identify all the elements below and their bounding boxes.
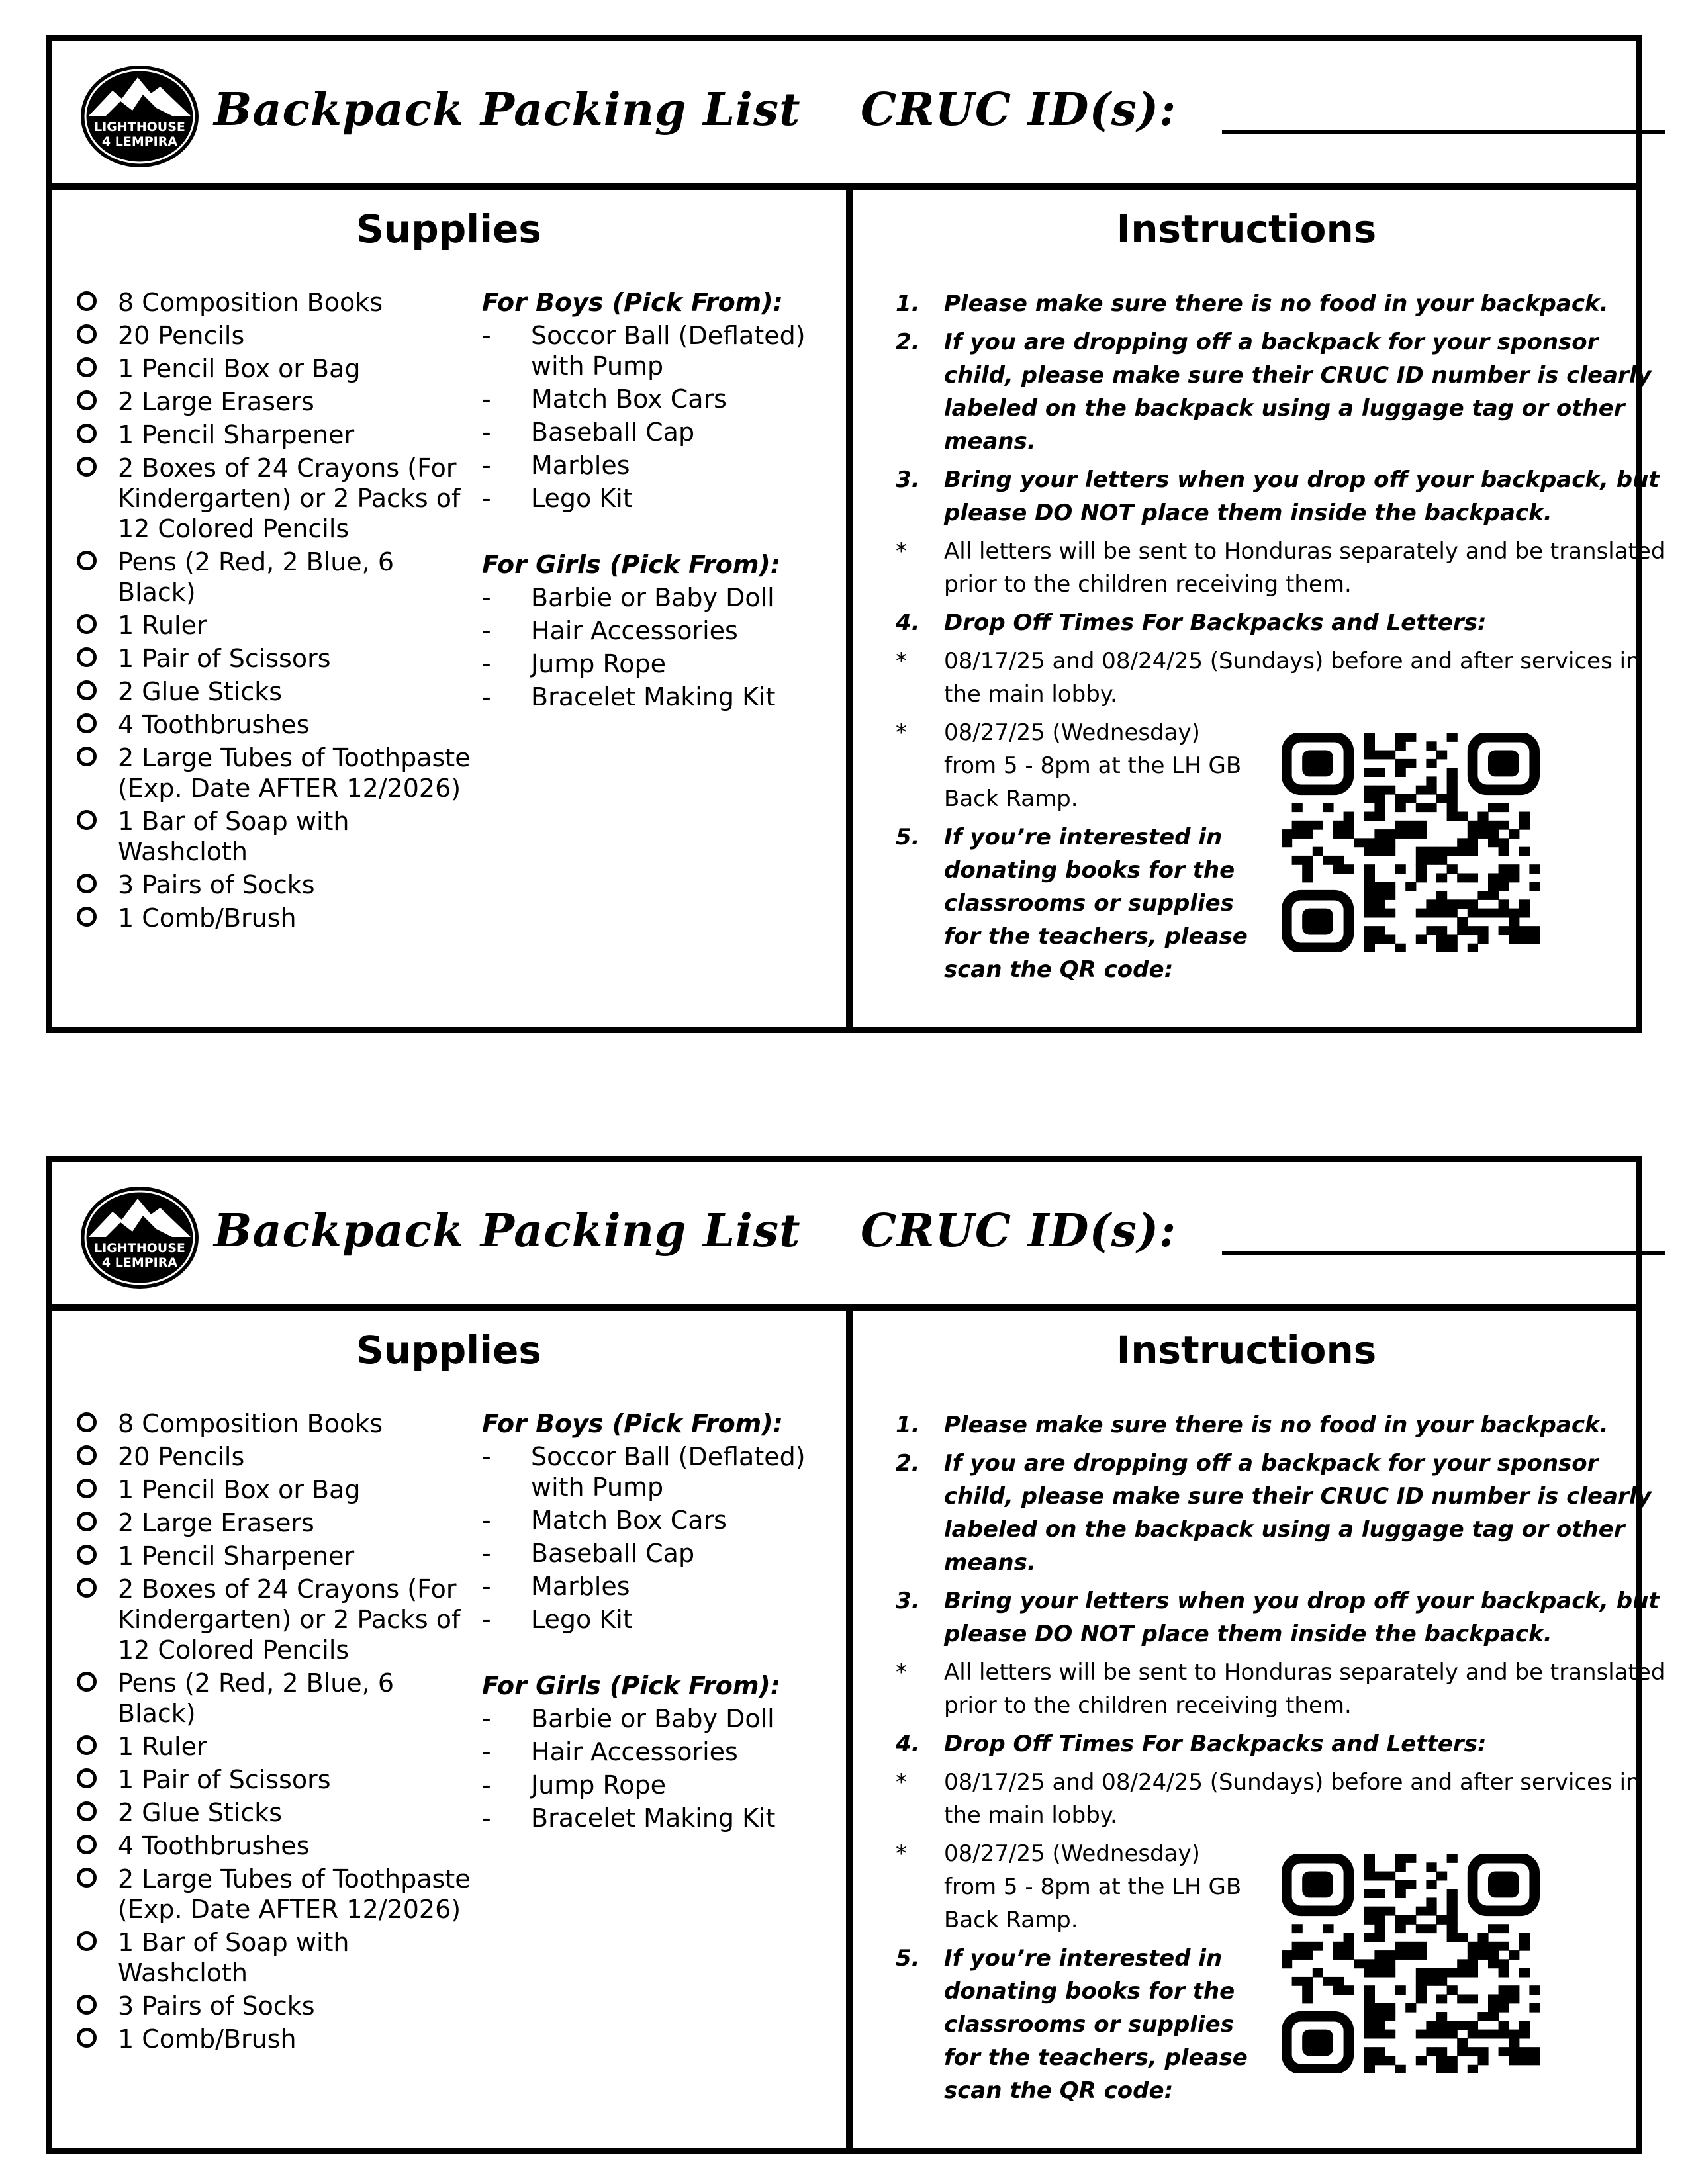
boys-pick-list [482,1408,853,1637]
instruction-3: 3. Bring your letters when you drop off your backpack, but please DO NOT place them inside the backpack. [896,1588,1660,1647]
supply-item[interactable]: 2 Large Tubes of Toothpaste (Exp. Date AFTER 12/2026) [77,743,474,803]
checkbox-circle-icon[interactable] [77,324,97,344]
list-item: - Match Box Cars [482,1506,727,1535]
instruction-1: 1. Please make sure there is no food in your backpack. [896,1412,1609,1438]
boys-heading: For Boys (Pick From): [482,288,783,317]
list-item: - Marbles [482,451,630,480]
instruction-4-sunday: * 08/17/25 and 08/24/25 (Sundays) before and after services in the main lobby. [896,1769,1640,1829]
checkbox-circle-icon[interactable] [77,1672,97,1692]
boys-heading: For Boys (Pick From): [482,1409,783,1438]
instruction-3-note: * All letters will be sent to Honduras separately and be translated prior to the children receiving them. [896,538,1665,598]
instruction-3-note: * All letters will be sent to Honduras separately and be translated prior to the children receiving them. [896,1659,1665,1719]
supply-item[interactable]: 2 Glue Sticks [77,676,474,707]
checkbox-circle-icon[interactable] [77,1578,97,1598]
list-item: - Match Box Cars [482,385,727,414]
supply-item[interactable]: 20 Pencils [77,1441,474,1472]
girls-heading: For Girls (Pick From): [482,550,780,579]
checkbox-circle-icon[interactable] [77,1835,97,1854]
supply-item[interactable]: 1 Pencil Sharpener [77,420,474,450]
checkbox-circle-icon[interactable] [77,457,97,477]
checkbox-circle-icon[interactable] [77,291,97,311]
checkbox-circle-icon[interactable] [77,1735,97,1755]
list-item: - Barbie or Baby Doll [482,583,774,612]
svg-text:4 LEMPIRA: 4 LEMPIRA [101,1255,178,1270]
instruction-4: 4. Drop Off Times For Backpacks and Letters: [896,610,1487,636]
supply-item[interactable]: 8 Composition Books [77,1408,474,1439]
checkbox-circle-icon[interactable] [77,390,97,410]
checkbox-circle-icon[interactable] [77,713,97,733]
card-header [52,1162,1636,1311]
checkbox-circle-icon[interactable] [77,1768,97,1788]
card-header [52,41,1636,190]
list-item: - Marbles [482,1572,630,1601]
checkbox-circle-icon[interactable] [77,647,97,667]
supply-item[interactable]: 20 Pencils [77,320,474,351]
cruc-id-blank-line[interactable] [1222,130,1665,134]
cruc-id-blank-line[interactable] [1222,1251,1665,1255]
instruction-4-wednesday: * 08/27/25 (Wednesday) from 5 - 8pm at the LH GB Back Ramp. [896,1841,1242,1933]
supply-item[interactable]: 2 Boxes of 24 Crayons (For Kindergarten) or 2 Packs of 12 Colored Pencils [77,1574,474,1665]
supply-item[interactable]: 4 Toothbrushes [77,709,474,740]
supplies-heading: Supplies [356,206,541,251]
instruction-2: 2. If you are dropping off a backpack for your sponsor child, please make sure their CRUC ID number is clearly labeled on the backpack using a luggage tag or other means. [896,1450,1652,1576]
supply-item[interactable]: 1 Bar of Soap with Washcloth [77,806,474,867]
supply-item[interactable]: 4 Toothbrushes [77,1831,474,1861]
supply-item[interactable]: 2 Large Erasers [77,387,474,417]
list-item: - Baseball Cap [482,1539,695,1568]
list-item: - Jump Rope [482,1770,666,1799]
supply-item[interactable]: 2 Large Tubes of Toothpaste (Exp. Date AFTER 12/2026) [77,1864,474,1925]
instruction-5: 5. If you’re interested in donating books for the classrooms or supplies for the teachers, please scan the QR code: [896,1945,1248,2104]
supply-item[interactable]: 2 Large Erasers [77,1508,474,1538]
instructions-heading: Instructions [1116,206,1377,251]
qr-code-icon[interactable] [1282,733,1540,952]
checkbox-circle-icon[interactable] [77,874,97,893]
list-item: - Bracelet Making Kit [482,682,776,711]
checkbox-circle-icon[interactable] [77,1479,97,1498]
svg-text:4 LEMPIRA: 4 LEMPIRA [101,134,178,149]
supply-item[interactable]: 1 Comb/Brush [77,903,474,933]
checkbox-circle-icon[interactable] [77,1412,97,1432]
supply-item[interactable]: 1 Bar of Soap with Washcloth [77,1927,474,1988]
supply-item[interactable]: 1 Comb/Brush [77,2024,474,2054]
instruction-5: 5. If you’re interested in donating books for the classrooms or supplies for the teachers, please scan the QR code: [896,824,1248,983]
supply-item[interactable]: 1 Pencil Box or Bag [77,353,474,384]
lighthouse-logo [79,1185,200,1290]
lighthouse-logo [79,64,200,169]
packing-list-card-bottom [46,1156,1665,2154]
instructions-heading: Instructions [1116,1328,1377,1373]
page-title: Backpack Packing List [214,1205,801,1257]
list-item: - Soccor Ball (Deflated) with Pump [482,1442,806,1502]
checkbox-circle-icon[interactable] [77,551,97,570]
checkbox-circle-icon[interactable] [77,1931,97,1951]
cruc-id-label: CRUC ID(s): [861,1205,1177,1257]
supply-item[interactable]: 2 Boxes of 24 Crayons (For Kindergarten) or 2 Packs of 12 Colored Pencils [77,453,474,544]
girls-pick-list [482,549,853,715]
supply-item[interactable]: 8 Composition Books [77,287,474,318]
checkbox-circle-icon[interactable] [77,810,97,830]
list-item: - Soccor Ball (Deflated) with Pump [482,321,806,381]
list-item: - Hair Accessories [482,1737,738,1766]
instruction-4-sunday: * 08/17/25 and 08/24/25 (Sundays) before and after services in the main lobby. [896,648,1640,707]
cruc-id-label: CRUC ID(s): [861,83,1177,136]
instruction-3: 3. Bring your letters when you drop off your backpack, but please DO NOT place them inside the backpack. [896,467,1660,526]
checkbox-circle-icon[interactable] [77,747,97,766]
supply-item[interactable]: 1 Pencil Box or Bag [77,1475,474,1505]
list-item: - Baseball Cap [482,418,695,447]
supply-item[interactable]: 1 Pencil Sharpener [77,1541,474,1571]
checkbox-circle-icon[interactable] [77,1545,97,1565]
supply-item[interactable]: Pens (2 Red, 2 Blue, 6 Black) [77,1668,474,1729]
supplies-heading: Supplies [356,1328,541,1373]
supply-item[interactable]: 3 Pairs of Socks [77,870,474,900]
svg-text:LIGHTHOUSE: LIGHTHOUSE [94,120,185,134]
instruction-2: 2. If you are dropping off a backpack for your sponsor child, please make sure their CRUC ID number is clearly labeled on the backpack using a luggage tag or other means. [896,329,1652,455]
list-item: - Hair Accessories [482,616,738,645]
checkbox-circle-icon[interactable] [77,1445,97,1465]
list-item: - Lego Kit [482,484,633,513]
checkbox-circle-icon[interactable] [77,1512,97,1531]
supply-item[interactable]: 1 Pair of Scissors [77,1764,474,1795]
list-item: - Bracelet Making Kit [482,1803,776,1833]
page-title: Backpack Packing List [214,83,801,136]
boys-pick-list [482,287,853,516]
checkbox-circle-icon[interactable] [77,1868,97,1888]
girls-heading: For Girls (Pick From): [482,1671,780,1700]
list-item: - Barbie or Baby Doll [482,1704,774,1733]
girls-pick-list [482,1670,853,1836]
instruction-4: 4. Drop Off Times For Backpacks and Letters: [896,1731,1487,1757]
list-item: - Jump Rope [482,649,666,678]
supply-checklist [77,1408,474,2057]
packing-list-card-top [46,35,1665,1033]
checkbox-circle-icon[interactable] [77,680,97,700]
supply-item[interactable]: 2 Glue Sticks [77,1797,474,1828]
supply-item[interactable]: 1 Ruler [77,610,474,641]
checkbox-circle-icon[interactable] [77,1995,97,2015]
instruction-4-wednesday: * 08/27/25 (Wednesday) from 5 - 8pm at the LH GB Back Ramp. [896,719,1242,812]
instruction-1: 1. Please make sure there is no food in your backpack. [896,291,1609,317]
checkbox-circle-icon[interactable] [77,907,97,927]
supply-item[interactable]: 1 Pair of Scissors [77,643,474,674]
supply-item[interactable]: Pens (2 Red, 2 Blue, 6 Black) [77,547,474,608]
checkbox-circle-icon[interactable] [77,424,97,443]
supply-item[interactable]: 3 Pairs of Socks [77,1991,474,2021]
checkbox-circle-icon[interactable] [77,1801,97,1821]
checkbox-circle-icon[interactable] [77,2028,97,2048]
supply-item[interactable]: 1 Ruler [77,1731,474,1762]
checkbox-circle-icon[interactable] [77,614,97,634]
svg-text:LIGHTHOUSE: LIGHTHOUSE [94,1241,185,1255]
supply-checklist [77,287,474,936]
list-item: - Lego Kit [482,1605,633,1634]
checkbox-circle-icon[interactable] [77,357,97,377]
qr-code-icon[interactable] [1282,1854,1540,2073]
